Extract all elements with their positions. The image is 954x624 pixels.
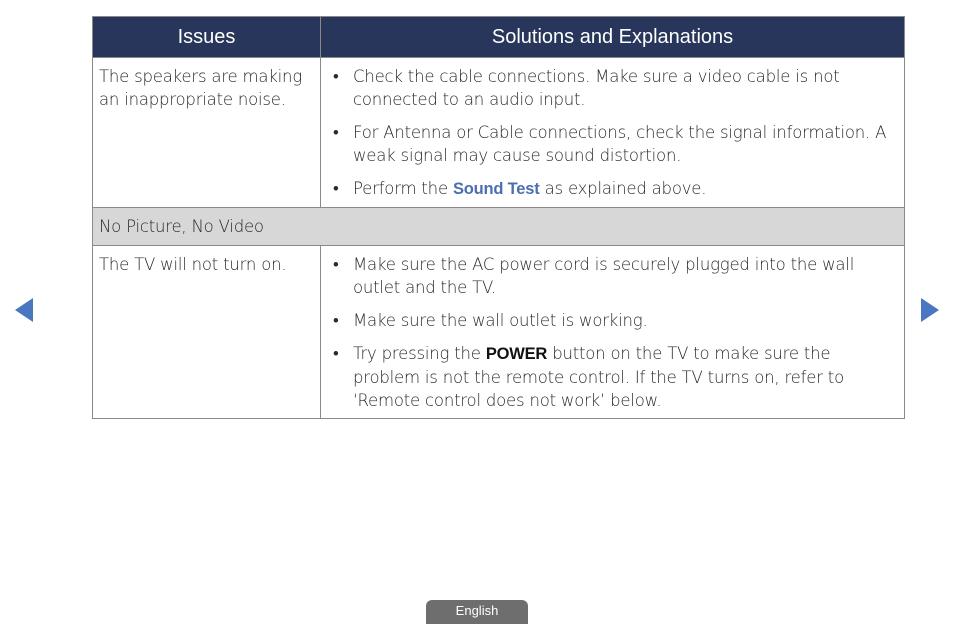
section-row [93,208,905,246]
solution-text: Check the cable connections. Make sure a video cable is not connected to an audio input. [353,67,840,109]
troubleshooting-table [92,16,905,419]
solution-cell-speakers-noise [321,58,905,208]
power-button-label: POWER [485,345,548,363]
solution-text-suffix: button on the TV to make sure the problem is not the remote control. If the TV turns on, refer to ‘Remote control does not work’ below. [353,344,844,410]
sound-test-link[interactable]: Sound Test [452,180,540,198]
table-header-row [93,17,905,58]
prev-page-arrow-icon[interactable] [15,298,33,322]
list-item [327,121,898,167]
solution-list [327,253,898,412]
bullet: • [333,255,339,274]
solution-cell-tv-not-on [321,246,905,419]
solution-text: For Antenna or Cable connections, check the signal information. A weak signal may cause sound distortion. [353,123,887,165]
solution-text: Make sure the wall outlet is working. [353,311,648,330]
table-row [93,246,905,419]
bullet: • [333,123,339,142]
solution-text-prefix: Perform the [353,179,453,198]
solution-text-suffix: as explained above. [539,179,707,198]
bullet: • [333,344,339,363]
list-item [327,342,898,412]
solution-text-prefix: Try pressing the [353,344,486,363]
issues-header: Issues [93,17,321,58]
list-item [327,253,898,299]
list-item [327,309,898,332]
bullet: • [333,67,339,86]
next-page-arrow-icon[interactable] [921,298,939,322]
bullet: • [333,179,339,198]
issue-cell-speakers-noise: The speakers are making an inappropriate noise. [93,58,321,208]
bullet: • [333,311,339,330]
language-tab[interactable]: English [426,600,528,624]
list-item [327,65,898,111]
list-item [327,177,898,201]
solution-text: Make sure the AC power cord is securely plugged into the wall outlet and the TV. [353,255,855,297]
section-title-no-picture: No Picture, No Video [93,208,905,246]
solutions-header: Solutions and Explanations [321,17,905,58]
table-row [93,58,905,208]
issue-cell-tv-not-on: The TV will not turn on. [93,246,321,419]
solution-list [327,65,898,201]
